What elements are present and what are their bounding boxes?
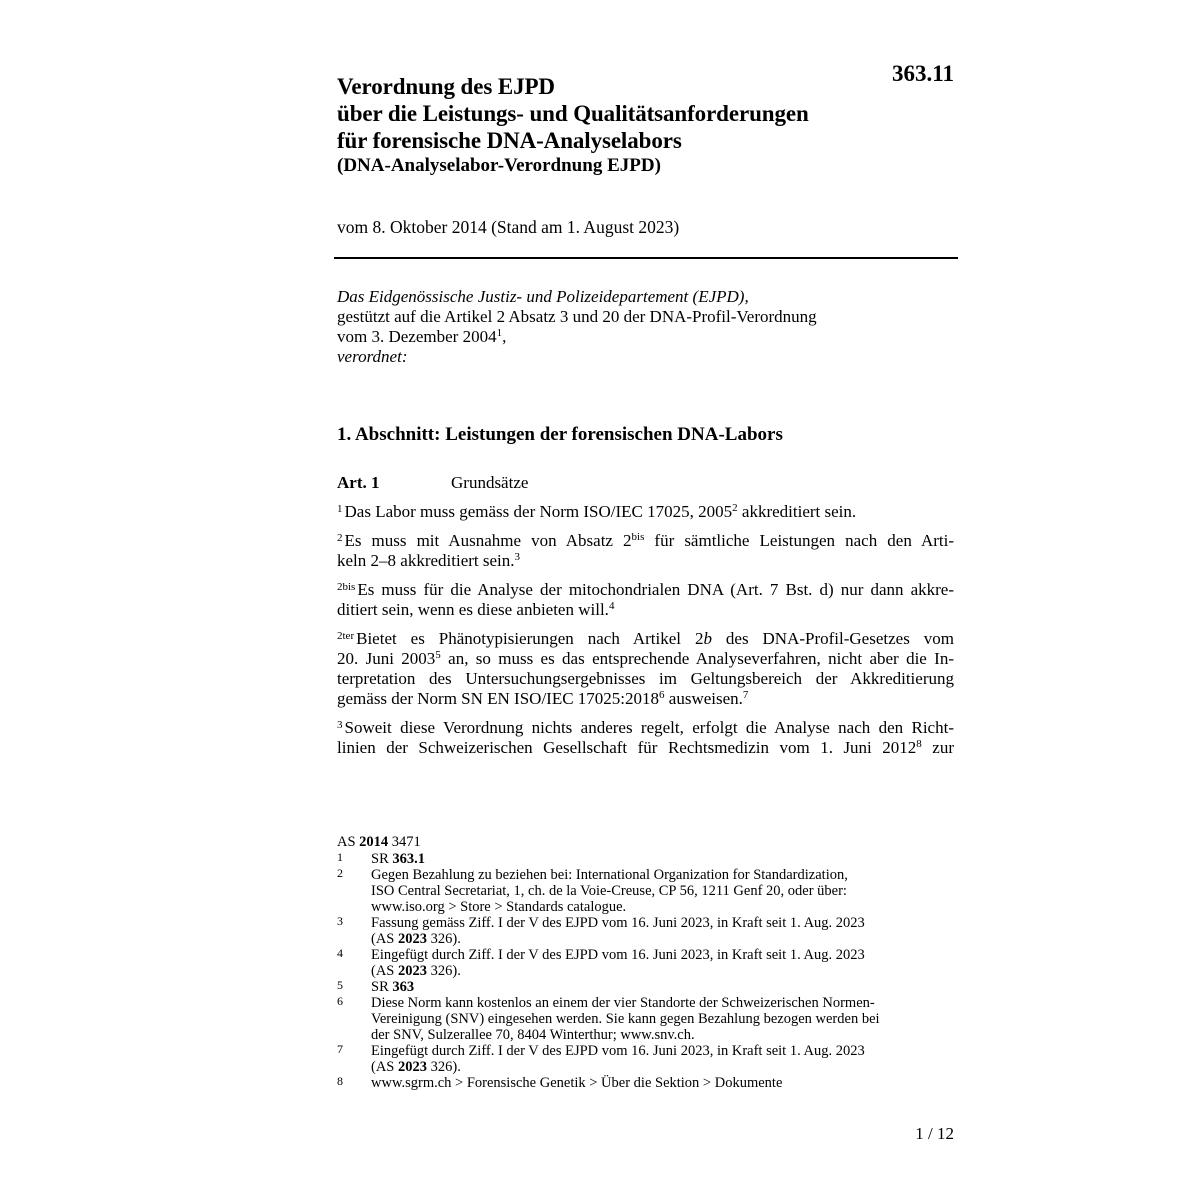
footnote-line <box>371 1059 957 1075</box>
paragraph-text: des DNA-Profil-Gesetzes vom <box>711 629 954 648</box>
section-heading: 1. Abschnitt: Leistungen der forensischen DNA-Labors <box>337 424 783 445</box>
footnote-ref[interactable]: 8 <box>916 738 922 750</box>
paragraph-text: Es muss für die Analyse der mitochondrialen DNA (Art. 7 Bst. d) nur dann akkre- <box>357 580 954 599</box>
paragraph-text: gemäss der Norm SN EN ISO/IEC 17025:2018 <box>337 689 660 708</box>
footnote-number: 8 <box>337 1074 343 1088</box>
paragraph-line <box>337 669 954 689</box>
footnote-text: 326). <box>427 1059 461 1075</box>
paragraph-2 <box>337 531 954 571</box>
date-line: vom 8. Oktober 2014 (Stand am 1. August 2023) <box>337 217 680 237</box>
footnote-line: Gegen Bezahlung zu beziehen bei: International Organization for Standardization, <box>371 867 848 883</box>
paragraph-line <box>337 502 954 522</box>
as-prefix: AS <box>337 834 360 850</box>
footnote-number: 1 <box>337 850 343 864</box>
document-title <box>337 73 809 154</box>
short-title: (DNA-Analyselabor-Verordnung EJPD) <box>337 155 661 176</box>
article-heading <box>337 472 528 494</box>
title-line: über die Leistungs- und Qualitätsanforderungen <box>337 101 809 126</box>
footnote-number: 3 <box>337 914 343 928</box>
footnote-ref[interactable]: 1 <box>496 327 503 339</box>
paragraph-2bis <box>337 580 954 620</box>
paragraph-line <box>337 600 954 620</box>
footnote-number: 6 <box>337 994 343 1008</box>
sr-number: 363.11 <box>892 61 954 86</box>
footnote-number: 2 <box>337 866 343 880</box>
footnote-bold: 363.1 <box>392 851 425 867</box>
footnote-ref[interactable]: 5 <box>435 649 441 661</box>
paragraph-line <box>337 551 954 571</box>
footnote-text: (AS <box>371 931 398 947</box>
footnote-line: Vereinigung (SNV) eingesehen werden. Sie kann gegen Bezahlung bezogen werden bei <box>371 1011 880 1027</box>
article-body <box>337 502 954 767</box>
footnote-text: 326). <box>427 963 461 979</box>
footnote-number: 4 <box>337 946 343 960</box>
footnote-line: ISO Central Secretariat, 1, ch. de la Voie-Creuse, CP 56, 1211 Genf 20, oder über: <box>371 883 847 899</box>
footnote-number: 5 <box>337 978 343 992</box>
official-collection-ref <box>337 834 957 850</box>
paragraph-text: 20. Juni 2003 <box>337 649 436 668</box>
footnotes <box>337 834 957 1091</box>
footnote-line <box>371 931 957 947</box>
article-number: Art. 1 <box>337 473 380 492</box>
footnote-item <box>337 851 957 867</box>
paragraph-text: an, so muss es das entsprechende Analyseverfahren, nicht aber die In- <box>440 649 955 668</box>
footnote-line <box>371 851 957 867</box>
preamble-basis-line <box>337 327 957 347</box>
preamble-punctuation: , <box>502 327 507 346</box>
paragraph-line <box>337 718 954 738</box>
footnote-text: (AS <box>371 1059 398 1075</box>
paragraph-text: terpretation des Untersuchungsergebnisses im Geltungsbereich der Akkreditierung <box>337 669 954 688</box>
footnote-bold: 363 <box>392 979 415 995</box>
preamble-decree: verordnet: <box>337 347 408 366</box>
footnote-item <box>337 1075 957 1091</box>
paragraph-3 <box>337 718 954 758</box>
footnote-item <box>337 979 957 995</box>
paragraph-text: Es muss mit Ausnahme von Absatz 2 <box>344 531 632 550</box>
footnote-number: 7 <box>337 1042 343 1056</box>
footnote-line: www.iso.org > Store > Standards catalogue. <box>371 899 627 915</box>
paragraph-ref-suffix: bis <box>631 531 645 543</box>
paragraph-2ter <box>337 629 954 709</box>
footnote-line: der SNV, Sulzerallee 70, 8404 Winterthur; www.snv.ch. <box>371 1027 695 1043</box>
footnote-line: Eingefügt durch Ziff. I der V des EJPD vom 16. Juni 2023, in Kraft seit 1. Aug. 2023 <box>371 947 865 963</box>
paragraph-1 <box>337 502 954 522</box>
page-number: 1 / 12 <box>915 1124 954 1143</box>
footnote-bold: 2023 <box>398 1059 427 1075</box>
paragraph-text: ausweisen. <box>664 689 743 708</box>
paragraph-text: akkreditiert sein. <box>737 502 857 521</box>
footnote-ref[interactable]: 2 <box>732 502 738 514</box>
preamble <box>337 287 957 367</box>
footnote-bold: 2023 <box>398 963 427 979</box>
footnote-item <box>337 947 957 979</box>
as-year: 2014 <box>359 834 389 850</box>
paragraph-line <box>337 629 954 649</box>
footnote-text: SR <box>371 851 393 867</box>
paragraph-number: 2ter <box>337 630 355 642</box>
footnote-ref[interactable]: 4 <box>608 600 615 612</box>
paragraph-text-italic: b <box>703 629 712 648</box>
paragraph-text: Bietet es Phänotypisierungen nach Artikel 2 <box>356 629 704 648</box>
footnote-ref[interactable]: 3 <box>514 551 521 563</box>
footnote-line: Diese Norm kann kostenlos an einem der vier Standorte der Schweizerischen Normen- <box>371 995 875 1011</box>
footnote-item <box>337 867 957 915</box>
paragraph-text: ditiert sein, wenn es diese anbieten will. <box>337 600 609 619</box>
footnote-bold: 2023 <box>398 931 427 947</box>
paragraph-number: 1 <box>337 503 343 515</box>
as-page: 3471 <box>388 834 421 850</box>
paragraph-line <box>337 531 954 551</box>
footnote-item <box>337 995 957 1043</box>
footnote-line: Eingefügt durch Ziff. I der V des EJPD vom 16. Juni 2023, in Kraft seit 1. Aug. 2023 <box>371 1043 865 1059</box>
paragraph-text: Soweit diese Verordnung nichts anderes regelt, erfolgt die Analyse nach den Richt- <box>344 718 954 737</box>
footnote-ref[interactable]: 7 <box>742 689 749 701</box>
paragraph-line <box>337 580 954 600</box>
preamble-basis-line: gestützt auf die Artikel 2 Absatz 3 und 20 der DNA-Profil-Verordnung <box>337 307 817 326</box>
paragraph-number: 2bis <box>337 581 356 593</box>
paragraph-text: Das Labor muss gemäss der Norm ISO/IEC 17025, 2005 <box>344 502 733 521</box>
title-divider <box>334 257 958 259</box>
paragraph-line <box>337 689 954 709</box>
paragraph-text: keln 2–8 akkreditiert sein. <box>337 551 515 570</box>
footnote-text: (AS <box>371 963 398 979</box>
footnote-item <box>337 1043 957 1075</box>
title-line: Verordnung des EJPD <box>337 74 555 99</box>
paragraph-text: linien der Schweizerischen Gesellschaft für Rechtsmedizin vom 1. Juni 2012 <box>337 738 917 757</box>
article-title: Grundsätze <box>451 473 529 492</box>
paragraph-text: für sämtliche Leistungen nach den Arti- <box>644 531 954 550</box>
paragraph-number: 2 <box>337 532 343 544</box>
footnote-line: www.sgrm.ch > Forensische Genetik > Über die Sektion > Dokumente <box>371 1075 783 1091</box>
footnote-text: SR <box>371 979 393 995</box>
paragraph-line <box>337 649 954 669</box>
footnote-item <box>337 915 957 947</box>
footnote-ref[interactable]: 6 <box>659 689 665 701</box>
footnote-line <box>371 963 957 979</box>
paragraph-line <box>337 738 954 758</box>
preamble-basis-text: vom 3. Dezember 2004 <box>337 327 497 346</box>
footnote-line: Fassung gemäss Ziff. I der V des EJPD vom 16. Juni 2023, in Kraft seit 1. Aug. 2023 <box>371 915 865 931</box>
paragraph-number: 3 <box>337 719 343 731</box>
footnote-line <box>371 979 957 995</box>
title-line: für forensische DNA-Analyselabors <box>337 128 682 153</box>
paragraph-text: zur <box>921 738 954 757</box>
preamble-authority: Das Eidgenössische Justiz- und Polizeidepartement (EJPD), <box>337 287 749 306</box>
footnote-text: 326). <box>427 931 461 947</box>
